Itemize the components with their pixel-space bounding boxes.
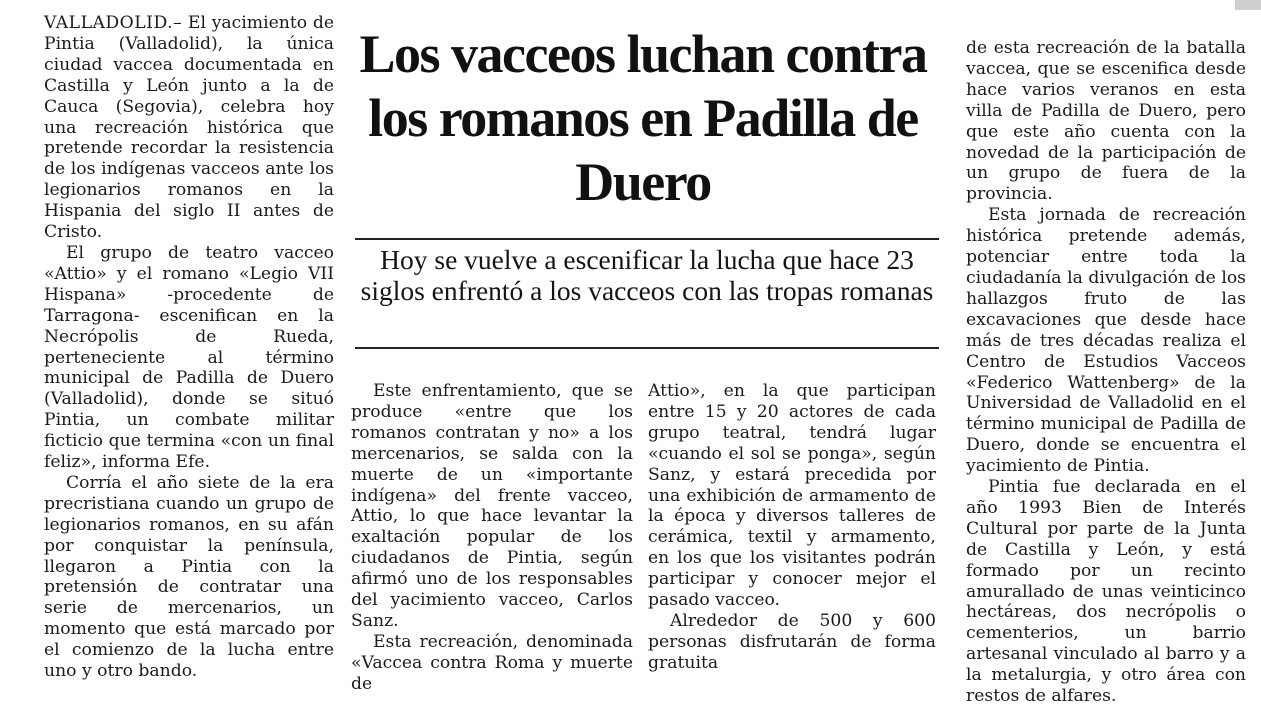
- paragraph: Corría el año siete de la era precristiana cuando un grupo de legionarios romanos, en su afán por conquistar la península, llegaron a Pintia con la pretensión de contratar una serie de mercenarios, un momento que está marcado por el comienzo de la lucha entre uno y otro bando.: [44, 472, 334, 682]
- article-column-1: [44, 13, 334, 682]
- dateline: VALLADOLID.–: [44, 13, 183, 33]
- paragraph-continued: Attio», en la que participan entre 15 y 20 actores de cada grupo teatral, tendrá lugar «cuando el sol se ponga», según Sanz, y estará precedida por una exhibición de armamento de la época y diversos talleres de cerámica, textil y armamento, en los que los visitantes podrán participar y conocer mejor el pasado vacceo.: [648, 381, 936, 611]
- paragraph-intro-text: El yacimiento de Pintia (Valladolid), la única ciudad vaccea documentada en Castilla y León junto a la de Cauca (Segovia), celebra hoy una recreación histórica que pretende recordar la resistencia de los indígenas vacceos ante los legionarios romanos en la Hispania del siglo II antes de Cristo.: [44, 13, 334, 243]
- paragraph-continued: de esta recreación de la batalla vaccea, que se escenifica desde hace varios veranos en esta villa de Padilla de Duero, pero que este año cuenta con la novedad de la participación de un grupo de fuera de la provincia.: [966, 38, 1246, 205]
- article-column-3: [648, 381, 936, 674]
- paragraph: Alrededor de 500 y 600 personas disfrutarán de forma gratuita: [648, 610, 936, 673]
- paragraph-intro: [44, 13, 334, 243]
- headline: Los vacceos luchan contra los romanos en Padilla de Duero: [359, 24, 927, 212]
- scan-edge-mark: [1235, 0, 1261, 10]
- paragraph: Este enfrentamiento, que se produce «entre que los romanos contratan y no» a los mercenarios, se salda con la muerte de un «importante indígena» del frente vacceo, Attio, lo que hace levantar la exaltación popular de los ciudadanos de Pintia, según afirmó uno de los responsables del yacimiento vacceo, Carlos Sanz.: [351, 381, 633, 631]
- article-column-4: [966, 38, 1246, 707]
- paragraph: El grupo de teatro vacceo «Attio» y el romano «Legio VII Hispana» -procedente de Tarragona- escenifican en la Necrópolis de Rueda, perteneciente al término municipal de Padilla de Duero (Valladolid), donde se situó Pintia, un combate militar ficticio que termina «con un final feliz», informa Efe.: [44, 242, 334, 473]
- paragraph: Pintia fue declarada en el año 1993 Bien de Interés Cultural por parte de la Junta de Castilla y León, y está formado por un recinto amurallado de unas veinticinco hectáreas, dos necrópolis o cementerios, un barrio artesanal vinculado al barro y a la metalurgia, y otro área con restos de alfares.: [966, 477, 1246, 707]
- article-column-2: [351, 381, 633, 695]
- subhead-bottom-rule: [355, 347, 939, 349]
- subhead-top-rule: [355, 238, 939, 240]
- subheadline: Hoy se vuelve a escenificar la lucha que hace 23 siglos enfrentó a los vacceos con las tropas romanas: [360, 244, 934, 306]
- paragraph: Esta recreación, denominada «Vaccea contra Roma y muerte de: [351, 631, 633, 694]
- paragraph: Esta jornada de recreación histórica pretende además, potenciar entre toda la ciudadanía la divulgación de los hallazgos fruto de las excavaciones que desde hace más de tres décadas realiza el Centro de Estudios Vacceos «Federico Wattenberg» de la Universidad de Valladolid en el término municipal de Padilla de Duero, donde se encuentra el yacimiento de Pintia.: [966, 205, 1246, 477]
